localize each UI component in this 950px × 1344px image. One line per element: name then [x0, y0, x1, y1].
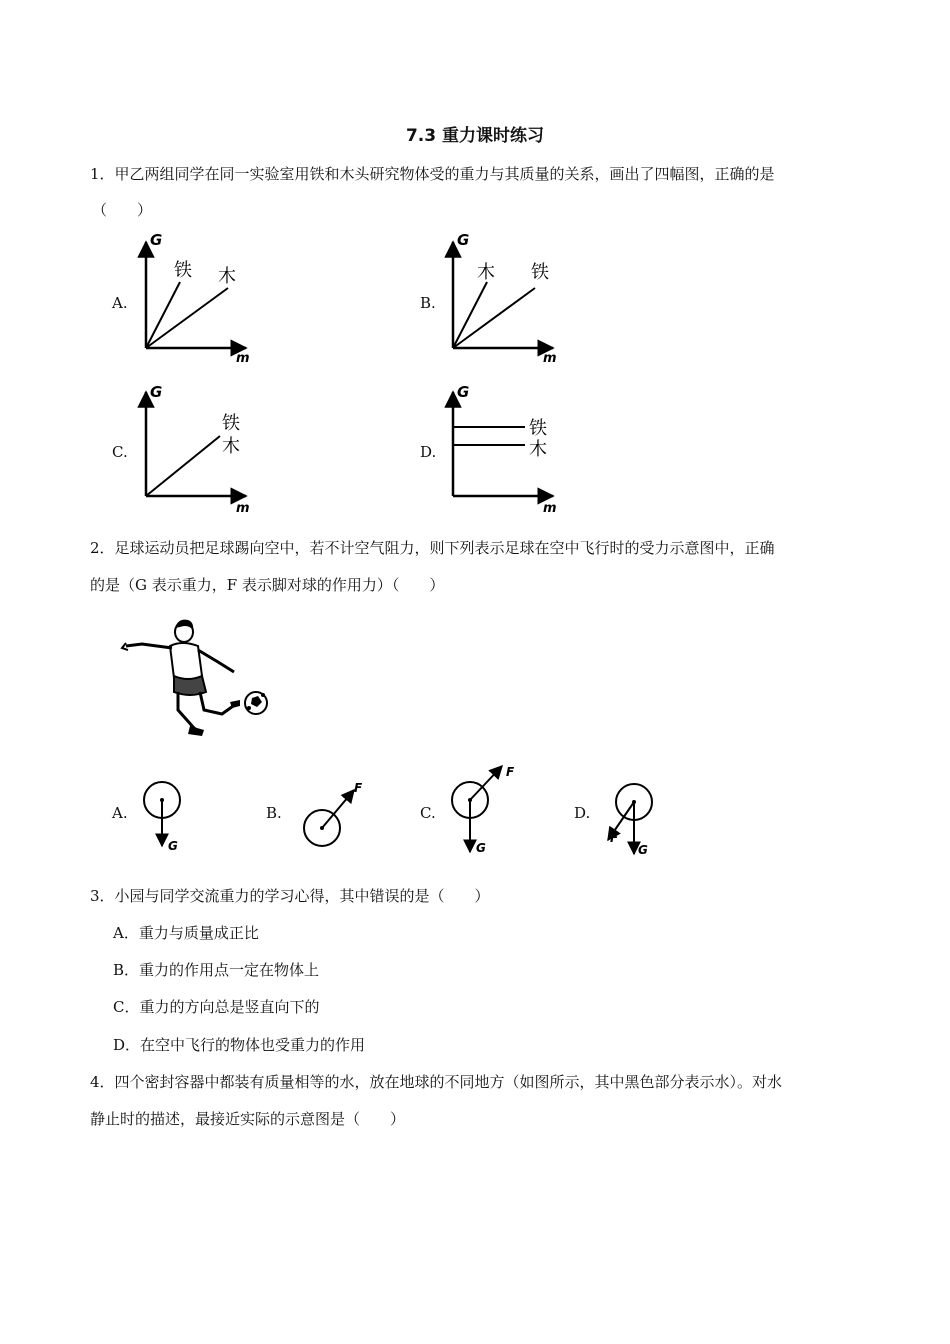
q3-option-c: C．重力的方向总是竖直向下的 — [113, 998, 320, 1016]
iron-label: 铁 — [529, 418, 547, 439]
q2-force-diagram-a — [138, 778, 198, 858]
q1-option-a-label: A. — [112, 294, 128, 312]
q1-graph-a — [130, 232, 260, 367]
q2-option-d-label: D. — [574, 804, 591, 822]
axis-y-label: G — [150, 383, 163, 401]
q3-option-a: A．重力与质量成正比 — [113, 924, 259, 942]
wood-label: 木 — [222, 436, 240, 457]
page-title: 7.3 重力课时练习 — [405, 126, 545, 146]
q1-option-b-label: B. — [420, 294, 436, 312]
gravity-label: G — [476, 841, 486, 855]
wood-line — [453, 282, 487, 348]
q2-force-diagram-b — [292, 778, 372, 858]
gravity-label: G — [168, 839, 178, 853]
q4-stem-line1: 4．四个密封容器中都装有质量相等的水，放在地球的不同地方（如图所示，其中黑色部分表示水）。对水 — [90, 1073, 783, 1091]
q1-stem-line2: （ ） — [92, 201, 153, 219]
q1-option-d-label: D. — [420, 443, 437, 461]
axis-x-label: m — [236, 351, 250, 366]
wood-label: 木 — [477, 262, 495, 283]
q3-stem: 3．小园与同学交流重力的学习心得，其中错误的是（ ） — [90, 887, 490, 905]
q2-force-diagram-d — [598, 762, 678, 862]
axis-y-label: G — [457, 383, 470, 401]
q2-option-b-label: B. — [266, 804, 282, 822]
axis-x-label: m — [543, 351, 557, 366]
q2-option-a-label: A. — [112, 804, 128, 822]
axis-x-label: m — [236, 501, 250, 516]
q4-stem-line2: 静止时的描述，最接近实际的示意图是（ ） — [90, 1110, 406, 1128]
iron-line — [146, 282, 180, 348]
q1-graph-b — [437, 232, 567, 367]
q1-graph-d — [437, 382, 567, 517]
foot-force-label: F — [506, 765, 515, 779]
q3-option-b: B．重力的作用点一定在物体上 — [113, 961, 320, 979]
q2-stem-line1: 2．足球运动员把足球踢向空中，若不计空气阻力，则下列表示足球在空中飞行时的受力示意图中，正确 — [90, 539, 775, 557]
iron-label: 铁 — [222, 413, 240, 434]
foot-force-label: F — [610, 831, 619, 845]
q2-stem-line2: 的是（G 表示重力，F 表示脚对球的作用力）（ ） — [90, 576, 445, 594]
iron-label: 铁 — [531, 262, 549, 283]
wood-label: 木 — [218, 266, 236, 287]
q1-graph-c — [130, 382, 260, 517]
wood-label: 木 — [529, 439, 547, 460]
q3-option-d: D．在空中飞行的物体也受重力的作用 — [113, 1036, 366, 1054]
gravity-label: G — [638, 843, 648, 857]
axis-y-label: G — [150, 231, 163, 249]
q2-force-diagram-c — [446, 760, 526, 860]
foot-force-arrow — [322, 790, 354, 828]
combined-line — [146, 436, 220, 496]
soccer-player-image — [118, 610, 278, 740]
wood-line — [146, 288, 228, 348]
axis-x-label: m — [543, 501, 557, 516]
iron-line — [453, 288, 535, 348]
axis-y-label: G — [457, 231, 470, 249]
q1-option-c-label: C. — [112, 443, 128, 461]
foot-force-label: F — [354, 781, 363, 795]
q1-stem-line1: 1．甲乙两组同学在同一实验室用铁和木头研究物体受的重力与其质量的关系，画出了四幅图，正确的是 — [90, 165, 775, 183]
iron-label: 铁 — [174, 260, 192, 281]
q2-option-c-label: C. — [420, 804, 436, 822]
